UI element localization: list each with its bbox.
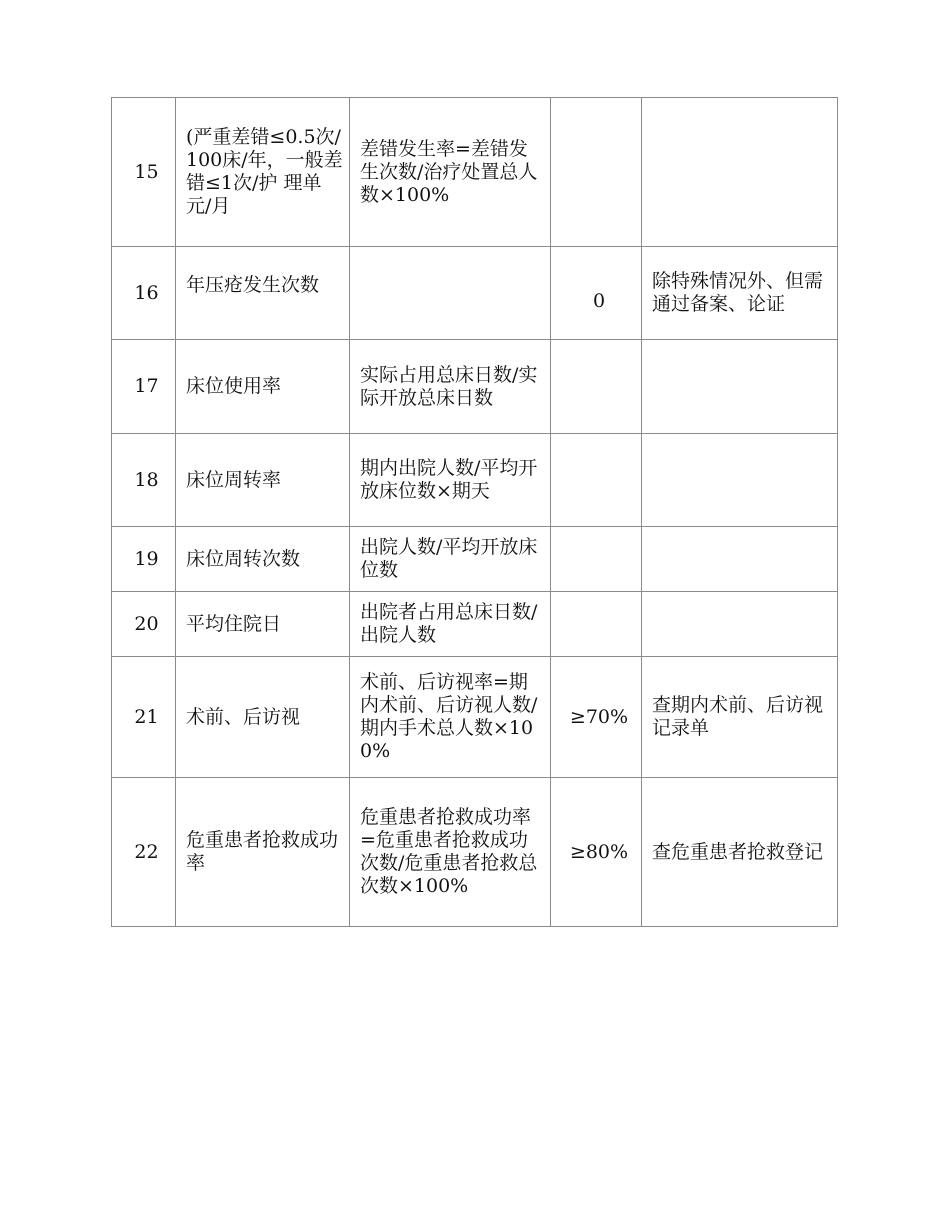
row-number: 19 xyxy=(112,527,176,592)
remark: 查危重患者抢救登记 xyxy=(642,778,838,927)
target-value xyxy=(551,247,642,340)
table-row xyxy=(112,592,838,657)
calculation-formula: 出院人数/平均开放床位数 xyxy=(350,527,551,592)
target-value xyxy=(551,434,642,527)
indicator-name: 术前、后访视 xyxy=(176,657,350,778)
remark: 查期内术前、后访视记录单 xyxy=(642,657,838,778)
indicator-name: 平均住院日 xyxy=(176,592,350,657)
table-row xyxy=(112,778,838,927)
calculation-formula: 实际占用总床日数/实际开放总床日数 xyxy=(350,340,551,434)
target-value xyxy=(551,592,642,657)
target-value xyxy=(551,340,642,434)
indicator-name: (严重差错≤0.5次/100床/年，一般差错≤1次/护 理单元/月 xyxy=(176,98,350,247)
remark xyxy=(642,98,838,247)
table-row xyxy=(112,247,838,340)
calculation-formula: 差错发生率=差错发生次数/治疗处置总人数×100% xyxy=(350,98,551,247)
table-row xyxy=(112,434,838,527)
row-number: 18 xyxy=(112,434,176,527)
indicator-name: 危重患者抢救成功率 xyxy=(176,778,350,927)
indicator-name: 床位周转次数 xyxy=(176,527,350,592)
table-row xyxy=(112,527,838,592)
calculation-formula: 期内出院人数/平均开放床位数×期天 xyxy=(350,434,551,527)
target-value xyxy=(551,527,642,592)
quality-indicator-table xyxy=(111,97,838,927)
calculation-formula: 危重患者抢救成功率=危重患者抢救成功次数/危重患者抢救总次数×100% xyxy=(350,778,551,927)
remark: 除特殊情况外、但需通过备案、论证 xyxy=(642,247,838,340)
row-number: 15 xyxy=(112,98,176,247)
calculation-formula: 出院者占用总床日数/出院人数 xyxy=(350,592,551,657)
remark xyxy=(642,434,838,527)
table-row xyxy=(112,98,838,247)
row-number: 20 xyxy=(112,592,176,657)
indicator-name xyxy=(176,247,350,340)
indicator-name: 床位周转率 xyxy=(176,434,350,527)
table-row xyxy=(112,340,838,434)
row-number: 16 xyxy=(112,247,176,340)
row-number: 22 xyxy=(112,778,176,927)
remark xyxy=(642,527,838,592)
remark xyxy=(642,340,838,434)
table-row xyxy=(112,657,838,778)
remark xyxy=(642,592,838,657)
target-value: ≥80% xyxy=(551,778,642,927)
row-number: 17 xyxy=(112,340,176,434)
indicator-name: 床位使用率 xyxy=(176,340,350,434)
calculation-formula xyxy=(350,247,551,340)
target-value-text: 0 xyxy=(592,289,606,312)
calculation-formula: 术前、后访视率=期内术前、后访视人数/期内手术总人数×100% xyxy=(350,657,551,778)
row-number: 21 xyxy=(112,657,176,778)
target-value: ≥70% xyxy=(551,657,642,778)
indicator-name-text: 年压疮发生次数 xyxy=(186,273,320,296)
target-value xyxy=(551,98,642,247)
